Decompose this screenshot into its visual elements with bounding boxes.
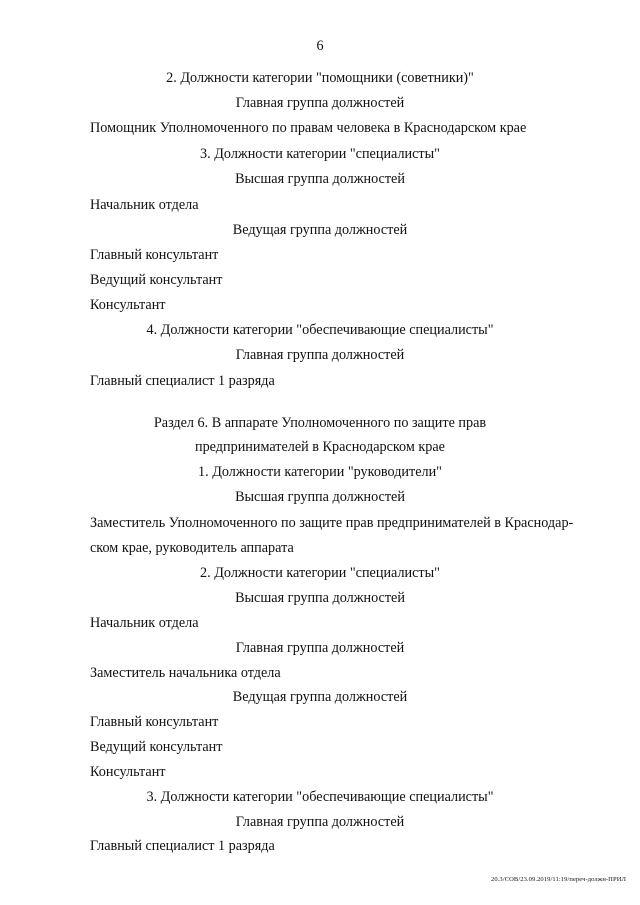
position-chief-specialist: Главный специалист 1 разряда: [90, 838, 275, 854]
position-consultant: Консультант: [90, 764, 166, 780]
category-heading-assistants: 2. Должности категории "помощники (советники)": [166, 70, 474, 86]
group-heading-main: Главная группа должностей: [235, 95, 405, 111]
section-title-line2: предпринимателей в Краснодарском крае: [195, 439, 445, 455]
group-heading-main: Главная группа должностей: [235, 347, 405, 363]
document-footer-code: 20.3/СОВ/23.09.2019/11:19/переч-должн-ПРИЛ: [490, 876, 626, 883]
group-heading-higher: Высшая группа должностей: [235, 489, 405, 505]
category-heading-specialists: 2. Должности категории "специалисты": [200, 565, 440, 581]
position-deputy-head: Заместитель начальника отдела: [90, 665, 281, 681]
category-heading-specialists: 3. Должности категории "специалисты": [200, 146, 440, 162]
position-chief-consultant: Главный консультант: [90, 714, 219, 730]
page-number: 6: [316, 38, 324, 54]
group-heading-leading: Ведущая группа должностей: [232, 222, 408, 238]
group-heading-higher: Высшая группа должностей: [235, 590, 405, 606]
position-head-of-department: Начальник отдела: [90, 615, 199, 631]
group-heading-main: Главная группа должностей: [235, 640, 405, 656]
category-heading-managers: 1. Должности категории "руководители": [198, 464, 442, 480]
position-deputy-commissioner-line1: Заместитель Уполномоченного по защите прав предпринимателей в Краснодар-: [90, 515, 574, 531]
position-assistant: Помощник Уполномоченного по правам человека в Краснодарском крае: [90, 120, 527, 136]
category-heading-support: 3. Должности категории "обеспечивающие специалисты": [146, 789, 494, 805]
category-heading-support: 4. Должности категории "обеспечивающие специалисты": [146, 322, 494, 338]
position-consultant: Консультант: [90, 297, 166, 313]
position-leading-consultant: Ведущий консультант: [90, 272, 223, 288]
position-head-of-department: Начальник отдела: [90, 197, 199, 213]
position-chief-specialist: Главный специалист 1 разряда: [90, 373, 275, 389]
group-heading-higher: Высшая группа должностей: [235, 171, 405, 187]
group-heading-leading: Ведущая группа должностей: [232, 689, 408, 705]
group-heading-main: Главная группа должностей: [235, 814, 405, 830]
position-chief-consultant: Главный консультант: [90, 247, 219, 263]
position-deputy-commissioner-line2: ском крае, руководитель аппарата: [90, 540, 294, 556]
section-title-line1: Раздел 6. В аппарате Уполномоченного по защите прав: [153, 415, 487, 431]
position-leading-consultant: Ведущий консультант: [90, 739, 223, 755]
